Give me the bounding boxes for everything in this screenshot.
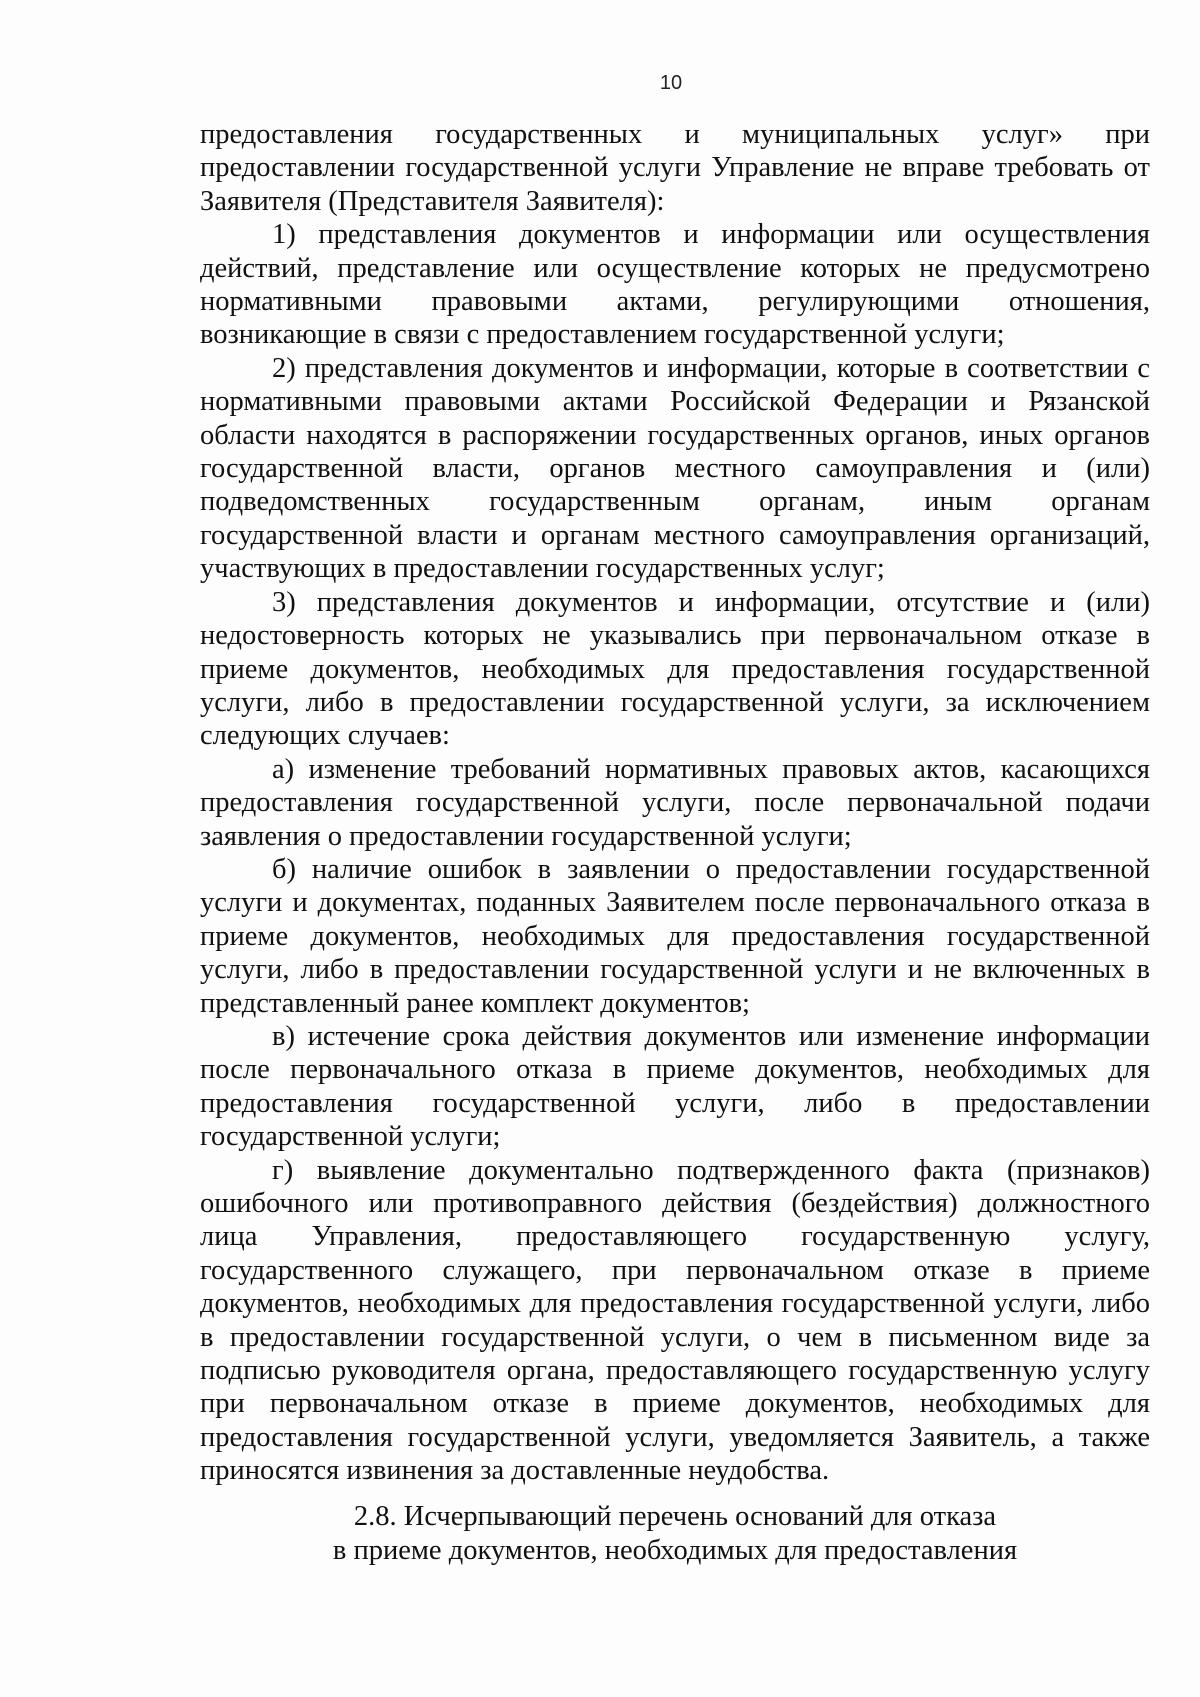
paragraph-item-g: г) выявление документально подтвержденного факта (признаков) ошибочного или противоправного действия (бездействия) должностного лица Управления, предоставляющего государственную услугу, государственного служащего, при первоначальном отказе в приеме документов, необходимых для предоставления государственной услуги, либо в предоставлении государственной услуги, о чем в письменном виде за подписью руководителя органа, предоставляющего государственную услугу при первоначальном отказе в приеме документов, необходимых для предоставления государственной услуги, уведомляется Заявитель, а также приносятся извинения за доставленные неудобства. (200, 1154, 1150, 1487)
document-body (200, 118, 1150, 1488)
paragraph-item-2: 2) представления документов и информации, которые в соответствии с нормативными правовыми актами Российской Федерации и Рязанской области находятся в распоряжении государственных органов, иных органов государственной власти, органов местного самоуправления и (или) подведомственных государственным органам, иным органам государственной власти и органам местного самоуправления организаций, участвующих в предоставлении государственных услуг; (200, 352, 1150, 585)
paragraph-item-3: 3) представления документов и информации, отсутствие и (или) недостоверность которых не указывались при первоначальном отказе в приеме документов, необходимых для предоставления государственной услуги, либо в предоставлении государственной услуги, за исключением следующих случаев: (200, 586, 1150, 752)
section-heading-line-1: 2.8. Исчерпывающий перечень оснований для отказа (353, 1501, 997, 1532)
paragraph-item-a: а) изменение требований нормативных правовых актов, касающихся предоставления государственной услуги, после первоначальной подачи заявления о предоставлении государственной услуги; (200, 753, 1150, 852)
page-number: 10 (659, 72, 683, 94)
paragraph-intro: предоставления государственных и муниципальных услуг» при предоставлении государственной услуги Управление не вправе требовать от Заявителя (Представителя Заявителя): (200, 119, 1150, 217)
section-heading-line-2: в приеме документов, необходимых для предоставления (332, 1535, 1018, 1566)
section-heading (200, 1500, 1150, 1568)
paragraph-item-1: 1) представления документов и информации или осуществления действий, представление или осуществление которых не предусмотрено нормативными правовыми актами, регулирующими отношения, возникающие в связи с предоставлением государственной услуги; (200, 219, 1150, 351)
paragraph-item-v: в) истечение срока действия документов или изменение информации после первоначального отказа в приеме документов, необходимых для предоставления государственной услуги, либо в предоставлении государственной услуги; (200, 1020, 1150, 1153)
paragraph-item-b: б) наличие ошибок в заявлении о предоставлении государственной услуги и документах, поданных Заявителем после первоначального отказа в приеме документов, необходимых для предоставления государственной услуги, либо в предоставлении государственной услуги и не включенных в представленный ранее комплект документов; (200, 853, 1150, 1019)
